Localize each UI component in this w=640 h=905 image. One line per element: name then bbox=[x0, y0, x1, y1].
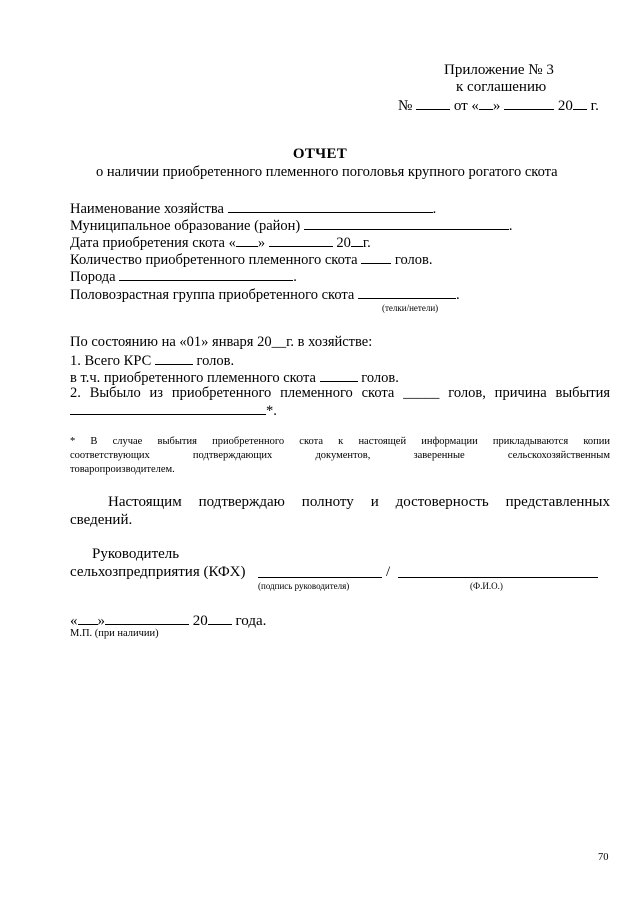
purchase-year-prefix: 20 bbox=[336, 235, 351, 251]
year-blank bbox=[573, 96, 587, 110]
disposed-cattle-line: 2. Выбыло из приобретенного племенного скота _____ голов, причина выбытия bbox=[70, 385, 610, 401]
year-prefix: 20 bbox=[557, 98, 573, 114]
purchased-cattle-heads: голов. bbox=[361, 370, 399, 386]
number-blank bbox=[416, 96, 450, 110]
name-hint: (Ф.И.О.) bbox=[470, 581, 503, 591]
municipality-label: Муниципальное образование (район) bbox=[70, 218, 301, 234]
page-number: 70 bbox=[598, 852, 609, 863]
month-blank bbox=[504, 96, 554, 110]
farm-name-blank bbox=[228, 199, 433, 213]
as-of-line: По состоянию на «01» января 20__г. в хозяйстве: bbox=[70, 334, 373, 350]
disposed-reason-field bbox=[70, 401, 277, 420]
date-year-suffix: года. bbox=[235, 613, 267, 629]
signature-blank bbox=[258, 577, 382, 578]
age-group-hint: (телки/нетели) bbox=[382, 303, 439, 313]
age-group-field: Половозрастная группа приобретенного скота . bbox=[70, 287, 460, 303]
year-suffix: г. bbox=[590, 98, 599, 114]
total-cattle-blank bbox=[155, 351, 193, 365]
date-year-prefix: 20 bbox=[192, 613, 208, 629]
purchase-date-close: » bbox=[257, 235, 266, 251]
count-label: Количество приобретенного племенного скота bbox=[70, 252, 358, 268]
farm-name-label: Наименование хозяйства bbox=[70, 201, 224, 217]
footnote-line-1: * В случае выбытия приобретенного скота к настоящей информации прикладываются копии bbox=[70, 436, 610, 447]
signature-separator: / bbox=[386, 564, 391, 580]
purchased-cattle-label: в т.ч. приобретенного племенного скота bbox=[70, 370, 316, 386]
purchase-month-blank bbox=[269, 233, 333, 247]
footnote-line-3: товаропроизводителем. bbox=[70, 464, 175, 475]
purchase-year-suffix: г. bbox=[362, 235, 371, 251]
municipality-blank bbox=[304, 216, 509, 230]
footnote-line-2: соответствующих подтверждающих документов, заверенные сельскохозяйственным bbox=[70, 450, 610, 461]
date-open-quote: « bbox=[70, 613, 78, 629]
total-cattle-heads: голов. bbox=[196, 353, 235, 369]
disposed-reason-blank bbox=[70, 401, 266, 415]
number-sign: № bbox=[398, 98, 413, 114]
breed-blank bbox=[119, 267, 293, 281]
quote-close: » bbox=[492, 98, 501, 114]
purchased-cattle-blank bbox=[320, 368, 358, 382]
total-cattle-label: 1. Всего КРС bbox=[70, 353, 152, 369]
signature-title-1: Руководитель bbox=[92, 546, 180, 562]
from-label: от « bbox=[453, 98, 479, 114]
municipality-field: Муниципальное образование (район) . bbox=[70, 218, 513, 234]
stamp-note: М.П. (при наличии) bbox=[70, 628, 159, 639]
day-blank bbox=[479, 96, 493, 110]
count-blank bbox=[361, 250, 391, 264]
count-heads: голов. bbox=[394, 252, 433, 268]
report-subtitle: о наличии приобретенного племенного поголовья крупного рогатого скота bbox=[96, 164, 558, 180]
purchase-day-blank bbox=[236, 233, 258, 247]
report-title: ОТЧЕТ bbox=[292, 146, 348, 162]
purchase-year-blank bbox=[351, 233, 363, 247]
farm-name-field: Наименование хозяйства . bbox=[70, 201, 437, 217]
name-blank bbox=[398, 577, 598, 578]
agreement-reference: к соглашению bbox=[456, 79, 547, 95]
breed-label: Порода bbox=[70, 269, 116, 285]
purchase-date-label: Дата приобретения скота « bbox=[70, 235, 236, 251]
age-group-label: Половозрастная группа приобретенного скота bbox=[70, 287, 355, 303]
breed-field: Порода . bbox=[70, 269, 297, 285]
confirmation-line-2: сведений. bbox=[70, 512, 133, 528]
signature-title-2: сельхозпредприятия (КФХ) bbox=[70, 564, 246, 580]
date-month-blank bbox=[105, 611, 189, 625]
confirmation-line-1: Настоящим подтверждаю полноту и достоверность представленных bbox=[108, 494, 610, 510]
date-close-quote: » bbox=[97, 613, 105, 629]
date-year-blank bbox=[208, 611, 232, 625]
disposed-reason-end: *. bbox=[266, 403, 277, 419]
agreement-number-line bbox=[398, 96, 599, 115]
appendix-title: Приложение № 3 bbox=[444, 62, 554, 78]
age-group-blank bbox=[358, 285, 456, 299]
date-day-blank bbox=[78, 611, 98, 625]
signature-hint: (подпись руководителя) bbox=[258, 581, 350, 591]
